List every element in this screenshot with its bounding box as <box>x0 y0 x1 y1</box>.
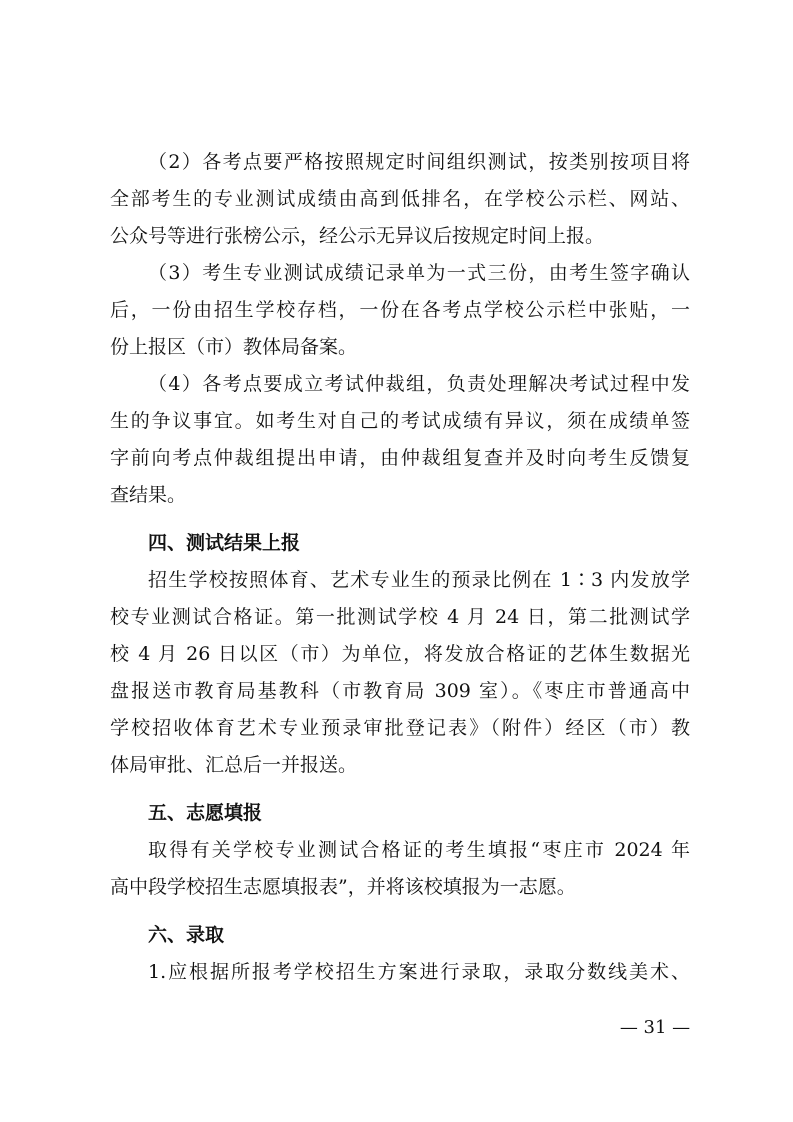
paragraph-line: 学校招收体育艺术专业预录审批登记表》（附件）经区（市）教 <box>110 717 690 739</box>
paragraph-line: 校专业测试合格证。第一批测试学校 4 月 24 日，第二批测试学 <box>110 606 690 628</box>
paragraph-line: （4）各考点要成立考试仲裁组，负责处理解决考试过程中发 <box>148 373 690 395</box>
paragraph-line: 校 4 月 26 日以区（市）为单位，将发放合格证的艺体生数据光 <box>110 643 690 665</box>
paragraph-line: 体局审批、汇总后一并报送。 <box>110 754 358 776</box>
page-number: — 31 — <box>619 1017 691 1038</box>
paragraph-line: 取得有关学校专业测试合格证的考生填报“枣庄市 2024 年 <box>148 839 690 861</box>
paragraph-line: 后，一份由招生学校存档，一份在各考点学校公示栏中张贴，一 <box>110 299 690 321</box>
paragraph-line: （3）考生专业测试成绩记录单为一式三份，由考生签字确认 <box>148 262 690 284</box>
paragraph-line: 公众号等进行张榜公示，经公示无异议后按规定时间上报。 <box>110 225 605 247</box>
paragraph-line: 查结果。 <box>110 484 187 506</box>
paragraph-line: 盘报送市教育局基教科（市教育局 309 室）。《枣庄市普通高中 <box>110 680 690 702</box>
section-heading: 六、录取 <box>148 924 225 946</box>
paragraph-line: 生的争议事宜。如考生对自己的考试成绩有异议，须在成绩单签 <box>110 410 690 432</box>
paragraph-line: 招生学校按照体育、艺术专业生的预录比例在 1∶3 内发放学 <box>148 569 690 591</box>
paragraph-line: 1.应根据所报考学校招生方案进行录取，录取分数线美术、 <box>148 961 690 983</box>
paragraph-line: （2）各考点要严格按照规定时间组织测试，按类别按项目将 <box>148 151 690 173</box>
paragraph-line: 全部考生的专业测试成绩由高到低排名，在学校公示栏、网站、 <box>110 188 690 210</box>
paragraph-line: 份上报区（市）教体局备案。 <box>110 336 358 358</box>
paragraph-line: 高中段学校招生志愿填报表”，并将该校填报为一志愿。 <box>110 876 576 898</box>
section-heading: 五、志愿填报 <box>148 802 263 824</box>
paragraph-line: 字前向考点仲裁组提出申请，由仲裁组复查并及时向考生反馈复 <box>110 447 690 469</box>
section-heading: 四、测试结果上报 <box>148 532 301 554</box>
